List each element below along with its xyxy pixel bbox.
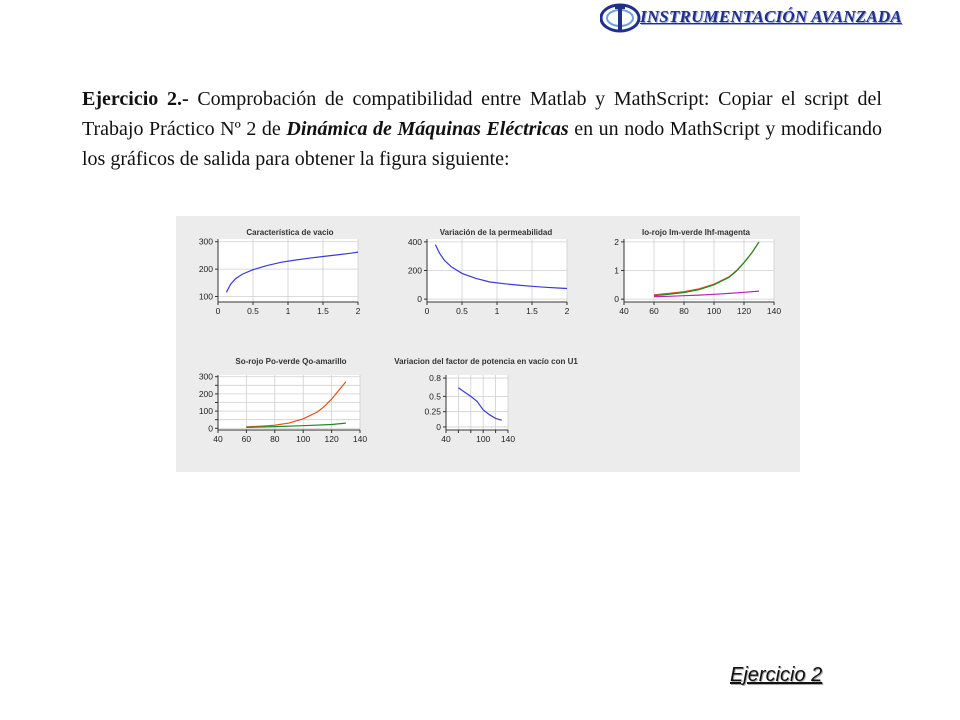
chart-title: Característica de vacio: [246, 228, 334, 237]
statement-text-after: en un nodo MathScript y modificando los gráficos de salida para obtener la figura siguiente:: [82, 118, 882, 170]
x-tick-label: 140: [352, 434, 368, 444]
x-tick-label: 100: [706, 306, 722, 316]
x-tick-label: 80: [679, 306, 689, 316]
y-tick-label: 0.5: [429, 391, 441, 402]
x-tick-label: 60: [241, 434, 252, 444]
x-tick-label: 2: [564, 306, 570, 316]
y-tick-label: 300: [198, 371, 213, 382]
figure-panel: [176, 216, 800, 472]
exercise-lead: Ejercicio 2.-: [82, 88, 189, 110]
statement-text-before: Comprobación de compatibilidad entre Matlab y MathScript: Copiar el script del Trabajo Práctico Nº 2 de: [82, 88, 882, 140]
y-tick-label: 0: [436, 421, 441, 432]
charts-figure: [176, 216, 800, 472]
x-tick-label: 80: [270, 434, 280, 444]
chart-title: Io-rojo Im-verde Ihf-magenta: [641, 228, 751, 237]
chart-title: So-rojo Po-verde Qo-amarillo: [235, 357, 347, 366]
y-tick-label: 300: [198, 236, 213, 247]
x-tick-label: 100: [296, 434, 311, 444]
header-title: INSTRUMENTACIÓN AVANZADA: [640, 7, 902, 26]
chart-1: [199, 228, 361, 316]
chart-title: Variacion del factor de potencia en vacío con U1: [394, 357, 578, 366]
x-tick-label: 1.5: [317, 306, 329, 316]
chart-title: Variación de la permeabilidad: [439, 228, 553, 237]
chart-3: [614, 228, 781, 316]
chart-4: [199, 357, 368, 444]
y-tick-label: 200: [198, 264, 213, 275]
chart-5: [394, 357, 578, 444]
y-tick-label: 2: [614, 236, 619, 247]
ejercicio-2-link[interactable]: Ejercicio 2: [730, 664, 823, 686]
x-tick-label: 1: [494, 306, 500, 316]
x-tick-label: 60: [649, 306, 659, 316]
y-tick-label: 0: [417, 294, 422, 305]
x-tick-label: 40: [619, 306, 629, 316]
y-tick-label: 0: [614, 294, 619, 305]
plot-area: [446, 375, 508, 430]
header-banner: [600, 2, 952, 32]
x-tick-label: 0: [424, 306, 430, 316]
y-tick-label: 100: [198, 291, 213, 302]
y-tick-label: 1: [614, 265, 619, 276]
x-tick-label: 120: [324, 434, 339, 444]
x-tick-label: 1: [285, 306, 291, 316]
x-tick-label: 2: [355, 306, 361, 316]
statement-emphasis: Dinámica de Máquinas Eléctricas: [286, 118, 569, 140]
chart-2: [408, 228, 570, 316]
x-tick-label: 40: [441, 434, 451, 444]
y-tick-label: 400: [407, 236, 422, 247]
x-tick-label: 140: [766, 306, 782, 316]
x-tick-label: 1.5: [526, 306, 538, 316]
y-tick-label: 0.25: [424, 406, 441, 417]
y-tick-label: 0.8: [429, 373, 441, 384]
x-tick-label: 40: [213, 434, 223, 444]
x-tick-label: 100: [476, 434, 491, 444]
y-tick-label: 200: [407, 265, 422, 276]
exercise-statement: [82, 84, 882, 174]
x-tick-label: 0.5: [456, 306, 468, 316]
y-tick-label: 100: [198, 406, 213, 417]
university-logo-icon: [600, 2, 644, 34]
y-tick-label: 200: [198, 388, 213, 399]
x-tick-label: 0: [215, 306, 221, 316]
x-tick-label: 0.5: [247, 306, 259, 316]
y-tick-label: 0: [208, 423, 213, 434]
x-tick-label: 140: [500, 434, 516, 444]
x-tick-label: 120: [736, 306, 752, 316]
